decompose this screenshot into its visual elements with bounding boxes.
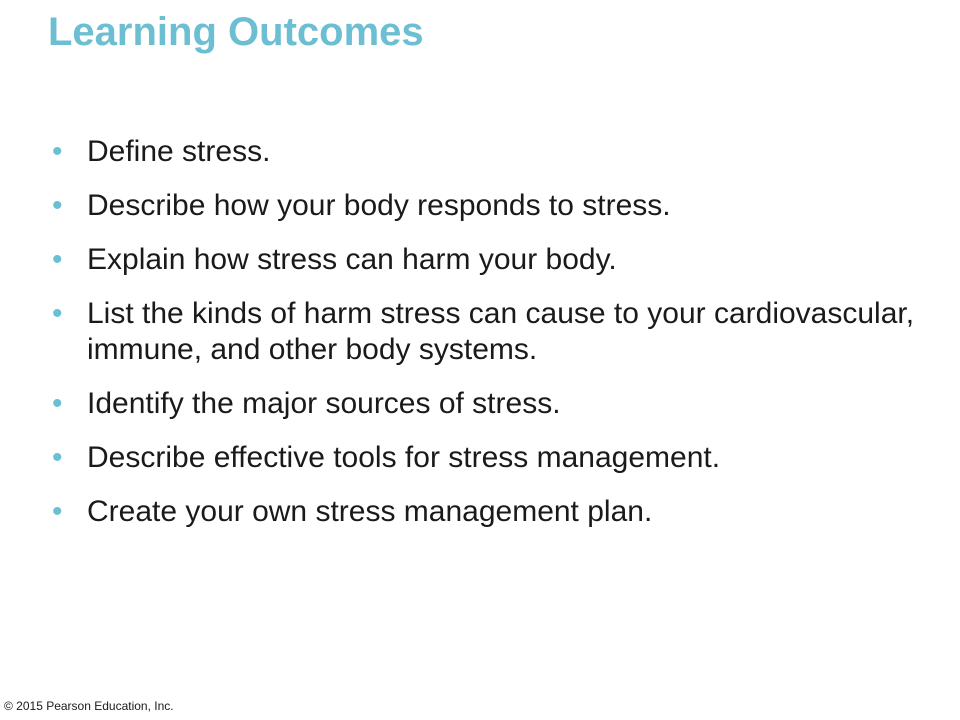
list-item-text: Define stress. [87, 135, 271, 168]
bullet-icon: • [52, 441, 63, 474]
list-item-text: Create your own stress management plan. [87, 495, 653, 528]
learning-outcomes-list [48, 134, 918, 548]
list-item-text: Explain how stress can harm your body. [87, 243, 617, 276]
list-item-text: Describe effective tools for stress management. [87, 441, 721, 474]
list-item [48, 440, 918, 476]
bullet-icon: • [52, 495, 63, 528]
bullet-icon: • [52, 189, 63, 222]
list-item-text: Identify the major sources of stress. [87, 387, 561, 420]
list-item [48, 134, 918, 170]
list-item [48, 242, 918, 278]
list-item [48, 494, 918, 530]
list-item-text: List the kinds of harm stress can cause to your cardiovascular, immune, and other body systems. [87, 297, 915, 366]
list-item [48, 188, 918, 224]
copyright-footer: © 2015 Pearson Education, Inc. [4, 699, 174, 713]
bullet-icon: • [52, 135, 63, 168]
list-item [48, 296, 918, 368]
slide-title: Learning Outcomes [48, 10, 424, 54]
bullet-icon: • [52, 387, 63, 420]
list-item-text: Describe how your body responds to stress. [87, 189, 671, 222]
bullet-icon: • [52, 297, 63, 330]
bullet-icon: • [52, 243, 63, 276]
list-item [48, 386, 918, 422]
